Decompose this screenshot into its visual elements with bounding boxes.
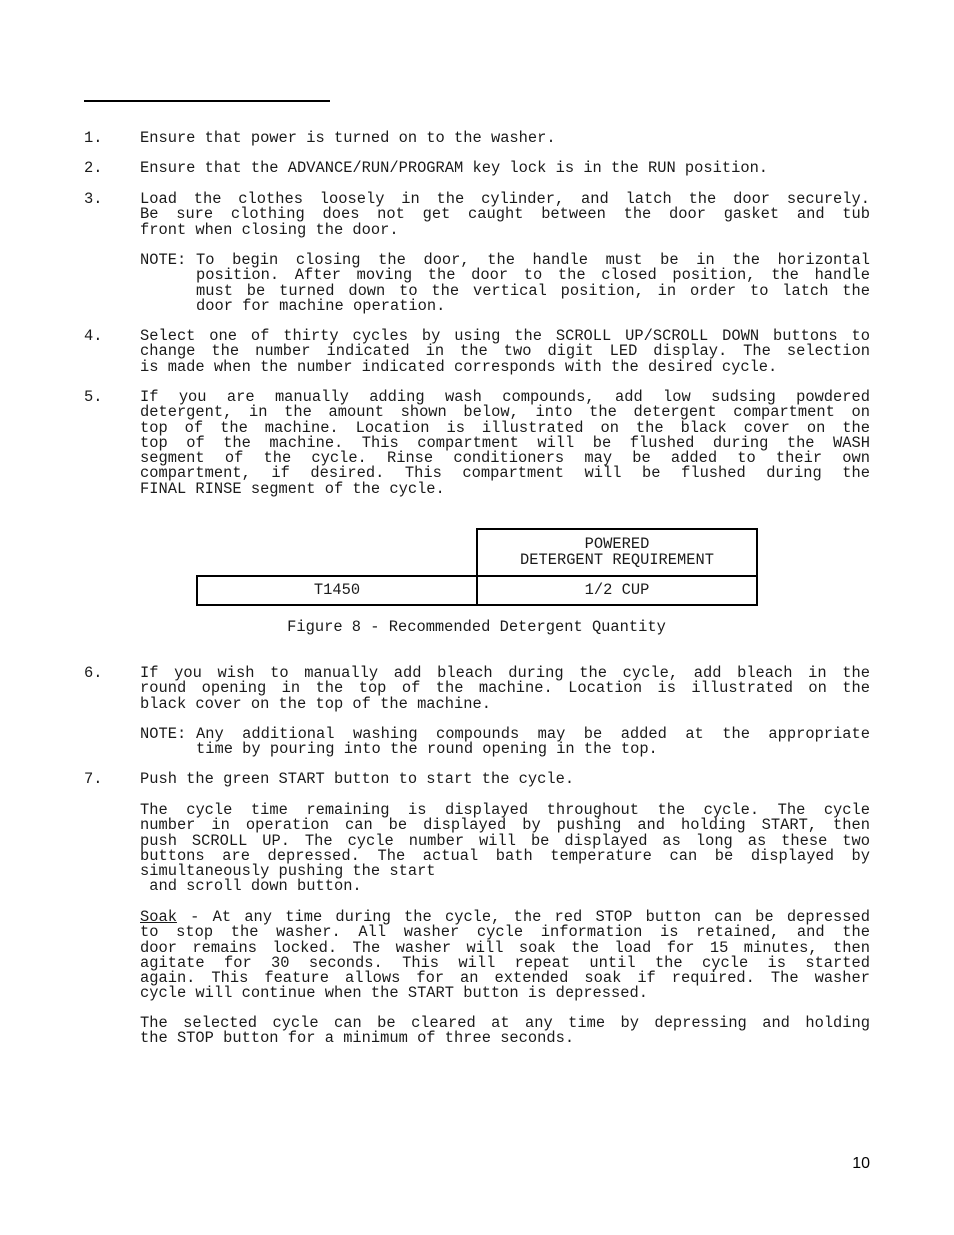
text-line: cycle will continue when the START button is depressed. [140,984,648,1003]
note-body [196,253,870,314]
text-line: top of the machine. This compartment will be flushed during the WASH [140,433,870,452]
text-line: time by pouring into the round opening in the top. [196,740,658,759]
text-line: The cycle time remaining is displayed throughout the cycle. The cycle [140,801,870,819]
soak-first-line: - At any time during the cycle, the red STOP button can be depressed [176,908,870,926]
soak-term: Soak [140,908,177,926]
clear-paragraph [140,1016,870,1047]
text-line: Ensure that the ADVANCE/RUN/PROGRAM key lock is in the RUN position. [140,159,769,177]
detergent-table [196,528,758,606]
text-line: The selected cycle can be cleared at any time by depressing and holding [140,1014,870,1032]
figure-caption: Figure 8 - Recommended Detergent Quantity [287,618,666,636]
step-number: 6. [84,664,103,682]
text-line: agitate for 30 seconds. This will repeat until the cycle is started [140,953,870,972]
text-line: Load the clothes loosely in the cylinder, and latch the door securely. [140,190,870,208]
header-rule [84,100,330,102]
table-header-cell [477,529,757,576]
text-line: must be turned down to the vertical position, in order to latch the [196,281,870,300]
step-text [140,161,870,176]
text-line: Push the green START button to start the cycle. [140,770,575,788]
step-text [140,192,870,238]
text-line: To begin closing the door, the handle must be in the horizontal [196,251,870,269]
text-line: Ensure that power is turned on to the washer. [140,129,556,147]
table-row [197,576,757,605]
text-line: compartment, if desired. This compartment will be flushed during the [140,464,870,483]
note-label: NOTE: [140,251,187,269]
step-number: 4. [84,327,103,345]
text-line: top of the machine. Location is illustrated on the black cover on the [140,418,870,437]
header-line: POWERED [584,535,650,554]
step-text [140,329,870,375]
text-line: Be sure clothing does not get caught between the door gasket and tub [140,205,870,224]
text-line: detergent, in the amount shown below, into the detergent compartment on [140,403,870,422]
text-line: Any additional washing compounds may be added at the appropriate [196,725,870,743]
header-line: DETERGENT REQUIREMENT [520,550,714,569]
text-line: the STOP button for a minimum of three seconds. [140,1029,575,1048]
text-line: round opening in the top of the machine. Location is illustrated on the [140,679,870,698]
text-line: position. After moving the door to the closed position, the handle [196,266,870,285]
text-line: change the number indicated in the two digit LED display. The selection [140,342,870,361]
model-cell: T1450 [197,576,477,605]
text-line: and scroll down button. [140,877,362,896]
text-line: If you are manually adding wash compounds, add low sudsing powdered [140,388,870,406]
note-label: NOTE: [140,725,187,743]
page-number: 10 [852,1155,870,1172]
text-line: segment of the cycle. Rinse conditioners may be added to their own [140,449,870,468]
text-line: FINAL RINSE segment of the cycle. [140,479,445,498]
table-header-row [197,529,757,576]
text-line: push SCROLL UP. The cycle number will be displayed as long as these two [140,831,870,850]
text-line: to stop the washer. All washer cycle information is retained, and the [140,923,870,942]
text-line: again. This feature allows for an extended soak if required. The washer [140,969,870,988]
step-text [140,131,870,146]
step-text [140,390,870,497]
text-line: If you wish to manually add bleach during the cycle, add bleach in the [140,664,870,682]
text-line: door remains locked. The washer will soak the load for 15 minutes, then [140,938,870,957]
note-body [196,727,870,758]
step-text [140,666,870,712]
step-number: 5. [84,388,103,406]
step-number: 7. [84,770,103,788]
cycle-info-paragraph [140,803,870,895]
text-line: number in operation can be displayed by pushing and holding START, then [140,816,870,835]
step-number: 3. [84,190,103,208]
text-line: is made when the number indicated corresponds with the desired cycle. [140,357,778,376]
table-blank-cell [197,529,477,576]
text-line: front when closing the door. [140,220,399,239]
text-line: simultaneously pushing the start [140,862,436,881]
text-line: black cover on the top of the machine. [140,694,491,713]
text-line: buttons are depressed. The actual bath temperature can be displayed by [140,846,870,865]
step-number: 2. [84,159,103,177]
soak-paragraph [140,910,870,1002]
step-number: 1. [84,129,103,147]
amount-cell: 1/2 CUP [477,576,757,605]
text-line: Select one of thirty cycles by using the SCROLL UP/SCROLL DOWN buttons to [140,327,870,345]
text-line: door for machine operation. [196,296,446,315]
step-text [140,772,870,787]
